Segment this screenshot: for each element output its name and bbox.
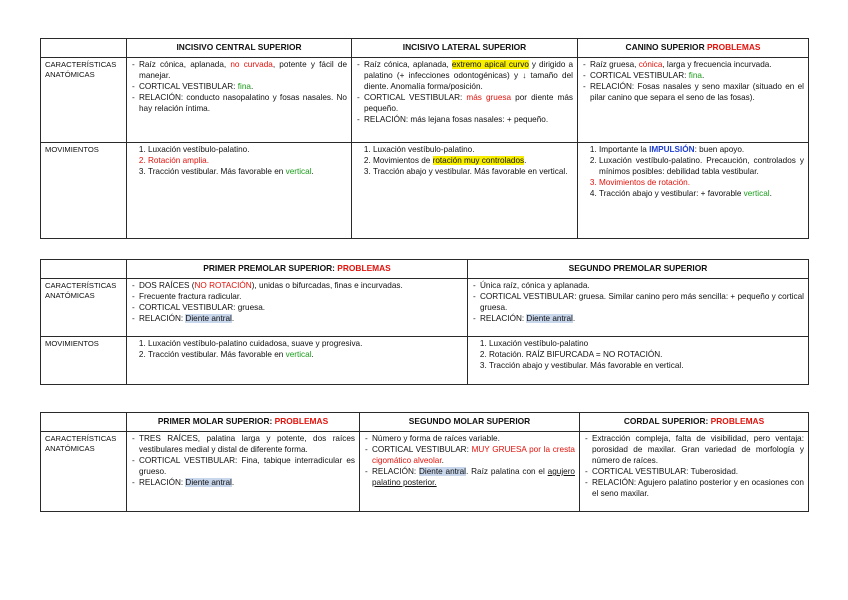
cell-segundo-premolar-mov bbox=[468, 337, 809, 385]
list-item: - RELACIÓN: Fosas nasales y seno maxilar (situado en el pilar canino que separa el seno de las fosas). bbox=[582, 82, 804, 104]
list-item: 1. Luxación vestíbulo-palatino cuidadosa, suave y progresiva. bbox=[148, 339, 463, 350]
row-label-movements: MOVIMIENTOS bbox=[41, 337, 127, 385]
header-empty bbox=[41, 39, 127, 58]
cell-primer-premolar-anat bbox=[127, 279, 468, 337]
list-item: 3. Tracción abajo y vestibular. Más favorable en vertical. bbox=[373, 167, 573, 178]
list-item: 2. Rotación. RAÍZ BIFURCADA = NO ROTACIÓN. bbox=[489, 350, 804, 361]
header-canino bbox=[578, 39, 809, 58]
list-item: - RELACIÓN: conducto nasopalatino y fosas nasales. No hay relación íntima. bbox=[131, 93, 347, 115]
header-primer-molar-label: PRIMER MOLAR SUPERIOR: bbox=[157, 416, 275, 427]
header-incisivo-lateral: INCISIVO LATERAL SUPERIOR bbox=[352, 39, 578, 58]
list-item: - CORTICAL VESTIBULAR: fina. bbox=[131, 82, 347, 93]
list-item: - Raíz cónica, aplanada, no curvada, potente y fácil de manejar. bbox=[131, 60, 347, 82]
row-label-anatomy: CARACTERÍSTICAS ANATÓMICAS bbox=[41, 432, 127, 512]
list-item: - Extracción compleja, falta de visibilidad, pero ventaja: porosidad de maxilar. Gran variedad de morfología y número de raíces. bbox=[584, 434, 804, 467]
list-item: 1. Luxación vestíbulo-palatino bbox=[489, 339, 804, 350]
list-item: 2. Luxación vestíbulo-palatino. Precaución, controlados y mínimos posibles: debilidad tabla vestibular. bbox=[599, 156, 804, 178]
problems-tag: PROBLEMAS bbox=[274, 416, 329, 427]
list-item: - RELACIÓN: Agujero palatino posterior y en ocasiones con el seno maxilar. bbox=[584, 478, 804, 500]
cell-lateral-mov bbox=[352, 143, 578, 239]
list-item: 2. Movimientos de rotación muy controlados. bbox=[373, 156, 573, 167]
list-item: - Raíz gruesa, cónica, larga y frecuencia incurvada. bbox=[582, 60, 804, 71]
header-segundo-premolar: SEGUNDO PREMOLAR SUPERIOR bbox=[468, 260, 809, 279]
cell-canino-mov bbox=[578, 143, 809, 239]
list-item: 1. Luxación vestíbulo-palatino. bbox=[373, 145, 573, 156]
header-canino-label: CANINO SUPERIOR bbox=[625, 42, 705, 53]
list-item: - CORTICAL VESTIBULAR: más gruesa por diente más pequeño. bbox=[356, 93, 573, 115]
list-item: - CORTICAL VESTIBULAR: Tuberosidad. bbox=[584, 467, 804, 478]
cell-central-anat bbox=[127, 58, 352, 143]
list-item: 4. Tracción abajo y vestibular: + favorable vertical. bbox=[599, 189, 804, 200]
list-item: 3. Tracción abajo y vestibular. Más favorable en vertical. bbox=[489, 361, 804, 372]
list-item: - RELACIÓN: Diente antral. Raíz palatina con el agujero palatino posterior. bbox=[364, 467, 575, 489]
list-item: - CORTICAL VESTIBULAR: fina. bbox=[582, 71, 804, 82]
header-cordal bbox=[580, 413, 809, 432]
list-item: - Número y forma de raíces variable. bbox=[364, 434, 575, 445]
cell-canino-anat bbox=[578, 58, 809, 143]
row-label-anatomy: CARACTERÍSTICAS ANATÓMICAS bbox=[41, 58, 127, 143]
list-item: - CORTICAL VESTIBULAR: Fina, tabique interradicular es grueso. bbox=[131, 456, 355, 478]
cell-primer-premolar-mov bbox=[127, 337, 468, 385]
header-primer-premolar-label: PRIMER PREMOLAR SUPERIOR: bbox=[203, 263, 338, 274]
table-row bbox=[41, 58, 809, 143]
table-row bbox=[41, 432, 809, 512]
list-item: - Raíz cónica, aplanada, extremo apical curvo y dirigido a palatino (+ infecciones odontogénicas) y ↓ tamaño del diente. Anomalía forma/posición. bbox=[356, 60, 573, 93]
list-item: 2. Rotación amplia. bbox=[148, 156, 347, 167]
list-item: - TRES RAÍCES, palatina larga y potente, dos raíces vestibulares medial y distal de diferente forma. bbox=[131, 434, 355, 456]
problems-tag: PROBLEMAS bbox=[337, 263, 391, 274]
list-item: 2. Tracción vestibular. Más favorable en vertical. bbox=[148, 350, 463, 361]
cell-cordal-anat bbox=[580, 432, 809, 512]
list-item: - Frecuente fractura radicular. bbox=[131, 292, 463, 303]
table-incisors-canine bbox=[40, 38, 809, 239]
cell-segundo-molar-anat bbox=[360, 432, 580, 512]
header-primer-premolar bbox=[127, 260, 468, 279]
header-incisivo-central: INCISIVO CENTRAL SUPERIOR bbox=[127, 39, 352, 58]
list-item: - RELACIÓN: Diente antral. bbox=[472, 314, 804, 325]
table-premolars bbox=[40, 259, 809, 385]
list-item: - Única raíz, cónica y aplanada. bbox=[472, 281, 804, 292]
list-item: 3. Tracción vestibular. Más favorable en vertical. bbox=[148, 167, 347, 178]
list-item: 1. Luxación vestíbulo-palatino. bbox=[148, 145, 347, 156]
cell-lateral-anat bbox=[352, 58, 578, 143]
table-row bbox=[41, 143, 809, 239]
list-item: - RELACIÓN: Diente antral. bbox=[131, 478, 355, 489]
table-header-row bbox=[41, 413, 809, 432]
row-label-anatomy: CARACTERÍSTICAS ANATÓMICAS bbox=[41, 279, 127, 337]
header-segundo-molar: SEGUNDO MOLAR SUPERIOR bbox=[360, 413, 580, 432]
cell-primer-molar-anat bbox=[127, 432, 360, 512]
header-empty bbox=[41, 260, 127, 279]
header-primer-molar bbox=[127, 413, 360, 432]
header-empty bbox=[41, 413, 127, 432]
list-item: - CORTICAL VESTIBULAR: MUY GRUESA por la cresta cigomático alveolar. bbox=[364, 445, 575, 467]
list-item: - RELACIÓN: más lejana fosas nasales: + pequeño. bbox=[356, 115, 573, 126]
problems-tag: PROBLEMAS bbox=[706, 42, 761, 53]
list-item: 1. Importante la IMPULSIÓN: buen apoyo. bbox=[599, 145, 804, 156]
list-item: - CORTICAL VESTIBULAR: gruesa. bbox=[131, 303, 463, 314]
list-item: - RELACIÓN: Diente antral. bbox=[131, 314, 463, 325]
cell-segundo-premolar-anat bbox=[468, 279, 809, 337]
row-label-movements: MOVIMIENTOS bbox=[41, 143, 127, 239]
table-row bbox=[41, 279, 809, 337]
table-header-row bbox=[41, 39, 809, 58]
list-item: 3. Movimientos de rotación. bbox=[599, 178, 804, 189]
cell-central-mov bbox=[127, 143, 352, 239]
table-header-row bbox=[41, 260, 809, 279]
list-item: - DOS RAÍCES (NO ROTACIÓN), unidas o bifurcadas, finas e incurvadas. bbox=[131, 281, 463, 292]
list-item: - CORTICAL VESTIBULAR: gruesa. Similar canino pero más sencilla: + pequeño y cortical gruesa. bbox=[472, 292, 804, 314]
problems-tag: PROBLEMAS bbox=[710, 416, 765, 427]
table-molars bbox=[40, 412, 809, 512]
table-row bbox=[41, 337, 809, 385]
header-cordal-label: CORDAL SUPERIOR: bbox=[623, 416, 711, 427]
